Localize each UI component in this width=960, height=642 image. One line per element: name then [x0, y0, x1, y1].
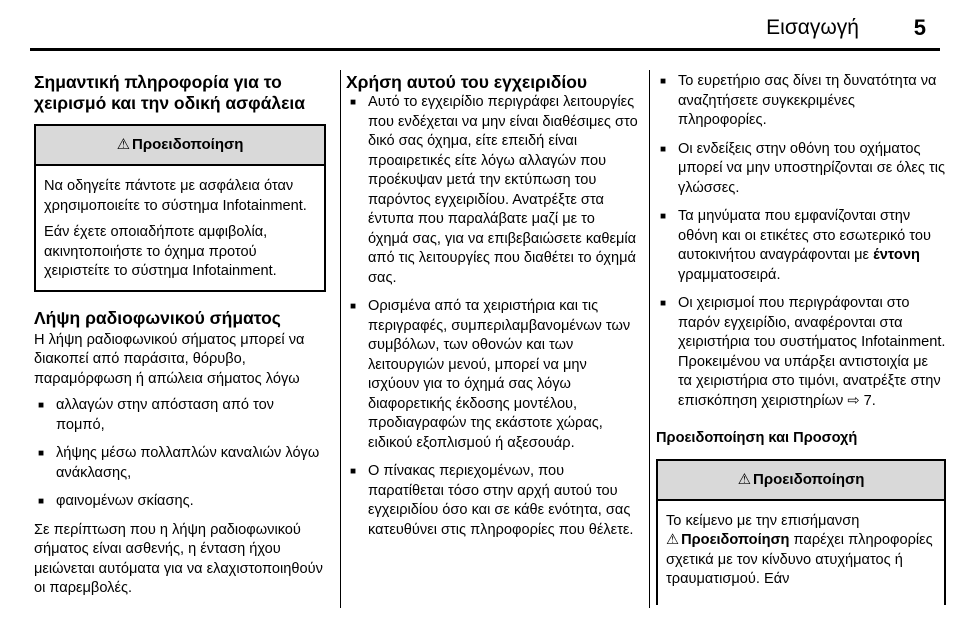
- warning-box-header: [36, 126, 324, 166]
- radio-intro: Η λήψη ραδιοφωνικού σήματος μπορεί να διακοπεί από παράσιτα, θόρυβο, παραμόρφωση ή απώλεια σήματος λόγω: [34, 331, 305, 387]
- warning-paragraph: Εάν έχετε οποιαδήποτε αμφιβολία, ακινητοποιήστε το όχημα προτού χειριστείτε το σύστημα Infotainment.: [44, 224, 277, 279]
- list-item: ■ Οι ενδείξεις στην οθόνη του οχήματος μπορεί να μην υποστηρίζονται σε όλες τις γλώσσες.: [656, 140, 946, 199]
- safety-heading: Σημαντική πληροφορία για το χειρισμό και την οδική ασφάλεια: [34, 72, 306, 113]
- warning-box: [34, 124, 326, 292]
- page-number: 5: [913, 15, 926, 40]
- page-reference: 7.: [859, 392, 876, 409]
- column-divider: [649, 70, 650, 608]
- column-right: [656, 72, 946, 621]
- warning-triangle-icon: ⚠: [737, 470, 752, 488]
- column-divider: [340, 70, 341, 608]
- manual-list-continued: [656, 72, 946, 411]
- warning-triangle-icon: ⚠: [666, 532, 680, 548]
- header-rule: [30, 48, 940, 51]
- radio-outro: Σε περίπτωση που η λήψη ραδιοφωνικού σήματος είναι ασθενής, η ένταση ήχου μειώνεται αυτόματα για να ελαχιστοποιηθούν οι παρεμβολές.: [34, 521, 323, 596]
- list-item: ■ Ορισμένα από τα χειριστήρια και τις περιγραφές, συμπεριλαμβανομένων των συμβόλων, των οθονών και των λειτουργιών μενού, μπορεί να μην ισχύουν για το όχημά σας λόγω διαφορετικής έκδοσης μοντέλου, προδιαγραφών της εκάστοτε χώρας, ειδικού εξοπλισμού ή αξεσουάρ.: [346, 297, 638, 453]
- column-left: [34, 72, 326, 606]
- radio-heading: Λήψη ραδιοφωνικού σήματος: [34, 307, 281, 328]
- list-item: ■ Αυτό το εγχειρίδιο περιγράφει λειτουργίες που ενδέχεται να μην είναι διαθέσιμες στο δικό σας όχημα, είτε επειδή είναι προαιρετικές είτε λόγω αλλαγών που προέκυψαν μετά την εκτύπωση του παρόντος εγχειριδίου. Ανατρέξτε στα έντυπα που παραλάβατε μαζί με το όχημά σας, για να επιβεβαιώσετε καθεμία από τις λειτουργίες που διαθέτει το όχημά σας.: [346, 93, 638, 288]
- warning-caution-heading: Προειδοποίηση και Προσοχή: [656, 430, 858, 446]
- section-title: Εισαγωγή: [766, 16, 859, 39]
- list-item: ■ αλλαγών στην απόσταση από τον πομπό,: [34, 396, 326, 435]
- warning-box-header: [658, 461, 944, 501]
- warning-title: Προειδοποίηση: [753, 470, 865, 488]
- list-item: ■ φαινομένων σκίασης.: [34, 492, 326, 512]
- warning-box: [656, 459, 946, 605]
- column-middle: [346, 72, 638, 549]
- bold-example: έντονη: [873, 247, 920, 263]
- warning-paragraph: Το κείμενο με την επισήμανση ⚠ Προειδοποίηση παρέχει πληροφορίες σχετικά με τον κίνδυνο ατυχήματος ή τραυματισμού. Εάν: [666, 512, 933, 587]
- list-item: ■ Τα μηνύματα που εμφανίζονται στην οθόνη και οι ετικέτες στο εσωτερικό του αυτοκινήτου αναγράφονται με έντονη γραμματοσειρά.: [656, 207, 946, 285]
- warning-box-body: [658, 501, 944, 605]
- list-item: ■ Ο πίνακας περιεχομένων, που παρατίθεται τόσο στην αρχή αυτού του εγχειριδίου όσο και σε κάθε ενότητα, σας κατευθύνει στις πληροφορίες που θέλετε.: [346, 462, 638, 540]
- page-reference-arrow-icon: ⇨: [847, 392, 860, 409]
- list-item: ■ Οι χειρισμοί που περιγράφονται στο παρόν εγχειρίδιο, αναφέρονται στα χειριστήρια του συστήματος Infotainment. Προκειμένου να υπάρξει αντιστοιχία με τα χειριστήρια στο τιμόνι, ανατρέξτε στην επισκόπηση χειριστηρίων ⇨ 7.: [656, 294, 946, 411]
- warning-paragraph: Να οδηγείτε πάντοτε με ασφάλεια όταν χρησιμοποιείτε το σύστημα Infotainment.: [44, 178, 307, 214]
- manual-heading: Χρήση αυτού του εγχειριδίου: [346, 72, 588, 92]
- warning-box-body: [36, 166, 324, 290]
- radio-list: [34, 396, 326, 512]
- page-header: [0, 8, 960, 48]
- manual-list: [346, 93, 638, 540]
- list-item: ■ Το ευρετήριο σας δίνει τη δυνατότητα να αναζητήσετε συγκεκριμένες πληροφορίες.: [656, 72, 946, 131]
- warning-title: Προειδοποίηση: [132, 136, 244, 153]
- warning-triangle-icon: ⚠: [116, 136, 131, 153]
- list-item: ■ λήψης μέσω πολλαπλών καναλιών λόγω ανάκλασης,: [34, 444, 326, 483]
